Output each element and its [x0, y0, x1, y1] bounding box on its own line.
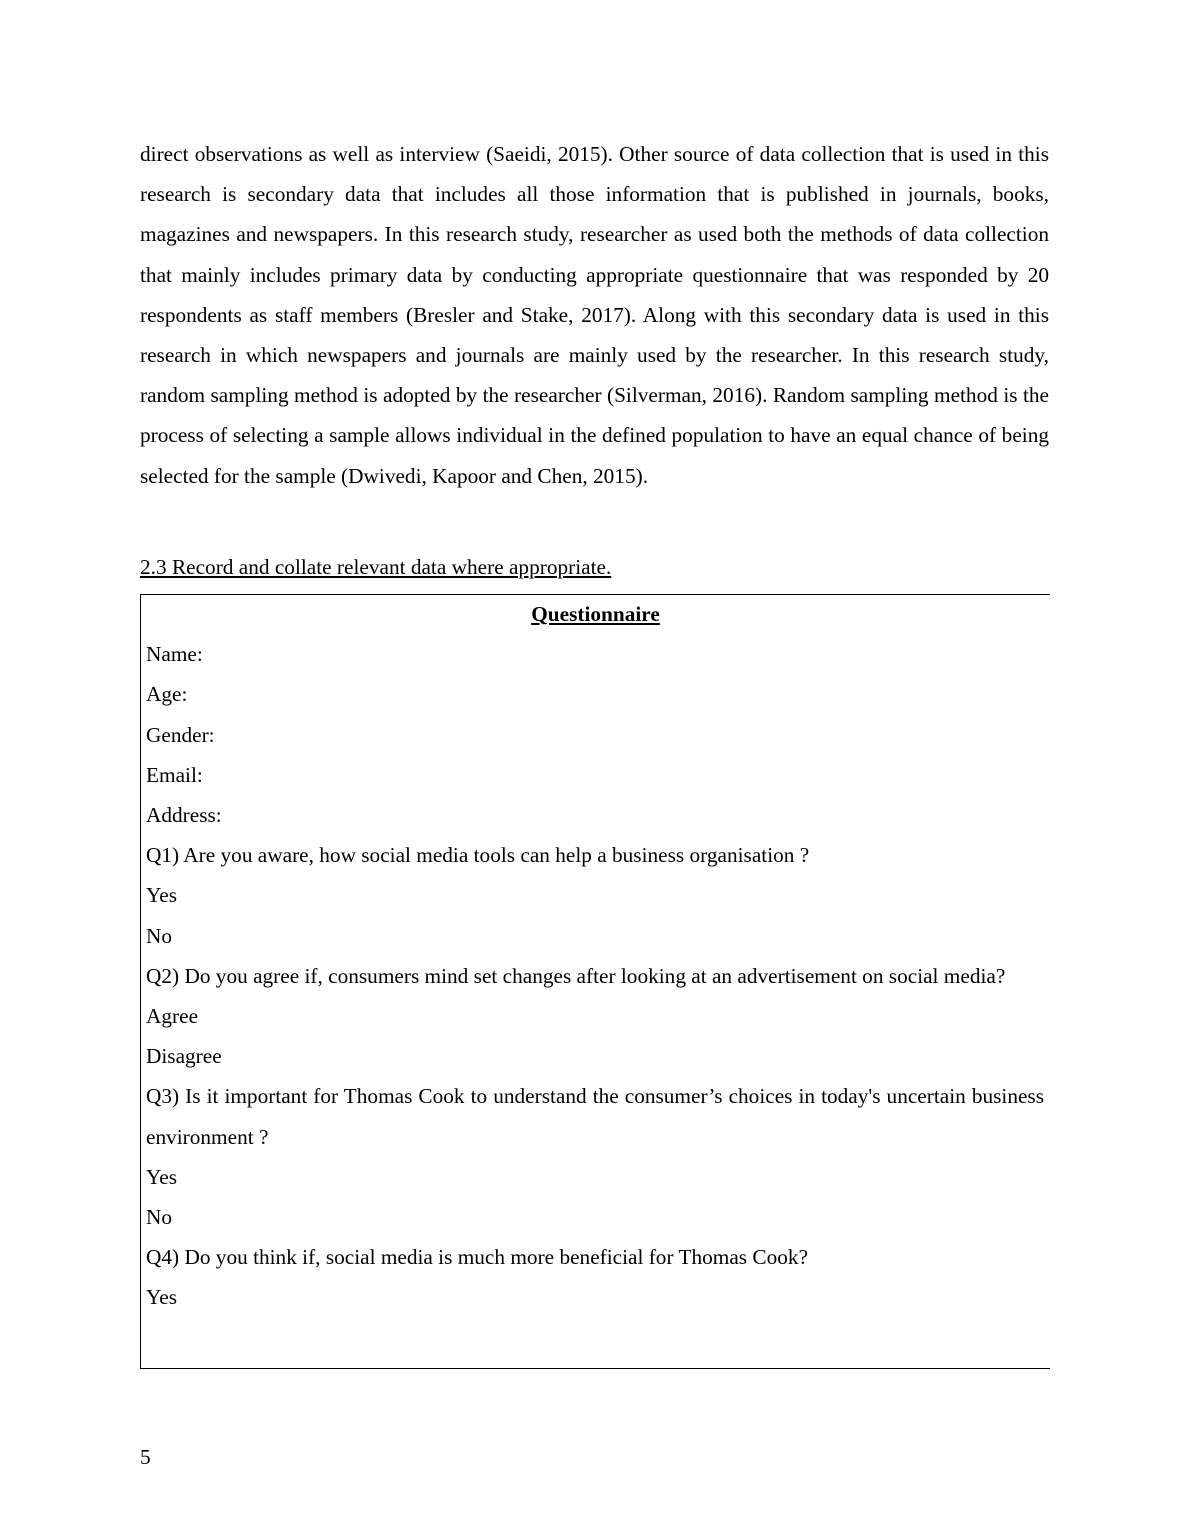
question-3-option-no: No	[146, 1205, 173, 1230]
page-number: 5	[140, 1445, 151, 1469]
body-paragraph: direct observations as well as interview (Saeidi, 2015). Other source of data collection that is used in this research is secondary data that includes all those information that is published in journals, books, magazines and newspapers. In this research study, researcher as used both the methods of data collection that mainly includes primary data by conducting appropriate questionnaire that was responded by 20 respondents as staff members (Bresler and Stake, 2017). Along with this secondary data is used in this research in which newspapers and journals are mainly used by the researcher. In this research study, random sampling method is adopted by the researcher (Silverman, 2016). Random sampling method is the process of selecting a sample allows individual in the defined population to have an equal chance of being selected for the sample (Dwivedi, Kapoor and Chen, 2015).	[140, 142, 1049, 488]
questionnaire-title: Questionnaire	[531, 602, 660, 626]
question-4-option-yes: Yes	[146, 1285, 177, 1310]
address-field-label: Address:	[146, 803, 222, 827]
name-field-label: Name:	[146, 642, 203, 667]
question-3-option-yes: Yes	[146, 1164, 177, 1189]
gender-field-label: Gender:	[146, 722, 215, 747]
question-2: Q2) Do you agree if, consumers mind set changes after looking at an advertisement on social media?	[146, 963, 1006, 988]
question-4: Q4) Do you think if, social media is much more beneficial for Thomas Cook?	[146, 1245, 809, 1270]
question-1-option-yes: Yes	[146, 883, 177, 908]
question-3: Q3) Is it important for Thomas Cook to understand the consumer’s choices in today's uncertain business environment ?	[146, 1084, 1044, 1149]
question-2-option-agree: Agree	[146, 1004, 199, 1029]
question-1-option-no: No	[146, 923, 173, 948]
question-2-option-disagree: Disagree	[146, 1044, 222, 1069]
section-heading: 2.3 Record and collate relevant data where appropriate.	[140, 555, 612, 579]
question-1: Q1) Are you aware, how social media tools can help a business organisation ?	[146, 843, 810, 868]
questionnaire-box	[140, 594, 1050, 1369]
email-field-label: Email:	[146, 762, 203, 787]
age-field-label: Age:	[146, 682, 188, 707]
questionnaire-content	[141, 634, 1050, 1317]
